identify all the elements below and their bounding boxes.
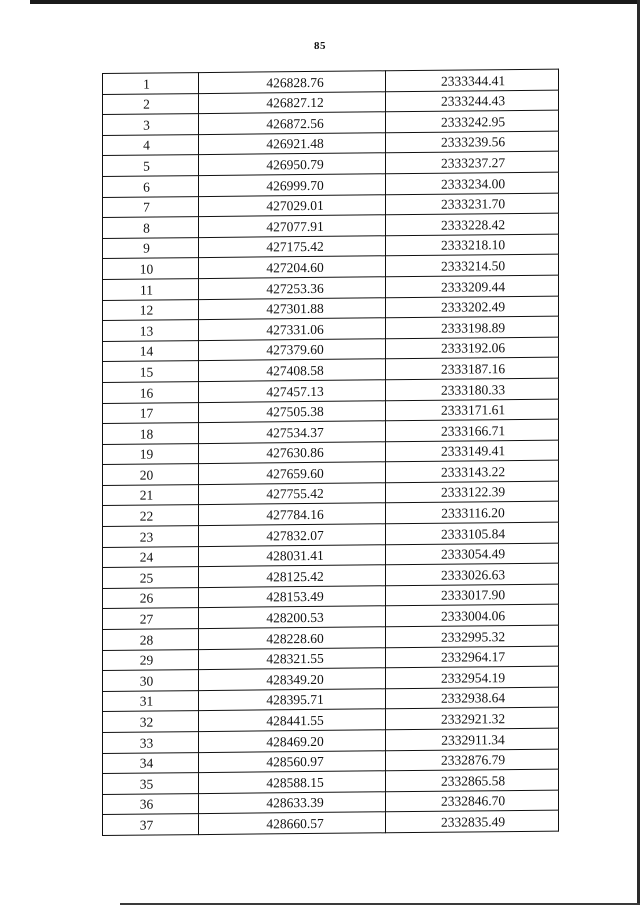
- row-number-cell: 16: [103, 381, 199, 403]
- y-coordinate-cell: 2333149.41: [386, 440, 559, 462]
- y-coordinate-cell: 2333344.41: [386, 69, 559, 91]
- x-coordinate-cell: 428441.55: [199, 709, 386, 731]
- x-coordinate-cell: 428153.49: [199, 586, 386, 608]
- x-coordinate-cell: 426950.79: [199, 153, 386, 175]
- x-coordinate-cell: 427457.13: [199, 380, 386, 402]
- row-number-cell: 18: [103, 423, 199, 445]
- row-number-cell: 19: [103, 443, 199, 465]
- x-coordinate-cell: 427029.01: [199, 194, 386, 216]
- row-number-cell: 28: [103, 629, 199, 651]
- row-number-cell: 5: [103, 155, 199, 177]
- y-coordinate-cell: 2333116.20: [386, 502, 559, 524]
- y-coordinate-cell: 2332954.19: [386, 666, 559, 688]
- x-coordinate-cell: 427331.06: [199, 318, 386, 340]
- x-coordinate-cell: 428349.20: [199, 668, 386, 690]
- x-coordinate-cell: 427253.36: [199, 277, 386, 299]
- y-coordinate-cell: 2332846.70: [386, 790, 559, 812]
- y-coordinate-cell: 2333026.63: [386, 563, 559, 585]
- y-coordinate-cell: 2332835.49: [386, 810, 559, 832]
- y-coordinate-cell: 2332964.17: [386, 646, 559, 668]
- x-coordinate-cell: 427505.38: [199, 400, 386, 422]
- x-coordinate-cell: 428560.97: [199, 750, 386, 772]
- x-coordinate-cell: 428321.55: [199, 647, 386, 669]
- x-coordinate-cell: 427630.86: [199, 441, 386, 463]
- x-coordinate-cell: 426828.76: [199, 71, 386, 93]
- row-number-cell: 13: [103, 320, 199, 342]
- y-coordinate-cell: 2333239.56: [386, 131, 559, 153]
- coordinate-table-container: [102, 69, 558, 836]
- x-coordinate-cell: 427379.60: [199, 338, 386, 360]
- x-coordinate-cell: 427832.07: [199, 524, 386, 546]
- row-number-cell: 34: [103, 752, 199, 774]
- x-coordinate-cell: 428125.42: [199, 565, 386, 587]
- x-coordinate-cell: 428588.15: [199, 771, 386, 793]
- coordinate-table: [102, 69, 559, 836]
- y-coordinate-cell: 2333198.89: [386, 316, 559, 338]
- y-coordinate-cell: 2333143.22: [386, 460, 559, 482]
- x-coordinate-cell: 427204.60: [199, 256, 386, 278]
- row-number-cell: 17: [103, 402, 199, 424]
- y-coordinate-cell: 2333228.42: [386, 213, 559, 235]
- row-number-cell: 31: [103, 690, 199, 712]
- row-number-cell: 27: [103, 608, 199, 630]
- y-coordinate-cell: 2333166.71: [386, 419, 559, 441]
- scan-edge-top: [30, 0, 640, 4]
- row-number-cell: 7: [103, 196, 199, 218]
- x-coordinate-cell: 427784.16: [199, 503, 386, 525]
- row-number-cell: 14: [103, 340, 199, 362]
- row-number-cell: 30: [103, 670, 199, 692]
- y-coordinate-cell: 2333234.00: [386, 172, 559, 194]
- row-number-cell: 35: [103, 773, 199, 795]
- row-number-cell: 9: [103, 237, 199, 259]
- y-coordinate-cell: 2333214.50: [386, 254, 559, 276]
- y-coordinate-cell: 2333231.70: [386, 193, 559, 215]
- row-number-cell: 2: [103, 93, 199, 115]
- y-coordinate-cell: 2333192.06: [386, 337, 559, 359]
- x-coordinate-cell: 426872.56: [199, 112, 386, 134]
- x-coordinate-cell: 426921.48: [199, 133, 386, 155]
- x-coordinate-cell: 427534.37: [199, 421, 386, 443]
- x-coordinate-cell: 427175.42: [199, 236, 386, 258]
- y-coordinate-cell: 2333237.27: [386, 151, 559, 173]
- x-coordinate-cell: 428633.39: [199, 792, 386, 814]
- y-coordinate-cell: 2332911.34: [386, 728, 559, 750]
- y-coordinate-cell: 2333202.49: [386, 296, 559, 318]
- row-number-cell: 22: [103, 505, 199, 527]
- table-row: [103, 810, 559, 835]
- row-number-cell: 6: [103, 176, 199, 198]
- x-coordinate-cell: 428660.57: [199, 812, 386, 834]
- y-coordinate-cell: 2332865.58: [386, 769, 559, 791]
- row-number-cell: 24: [103, 546, 199, 568]
- y-coordinate-cell: 2332995.32: [386, 625, 559, 647]
- y-coordinate-cell: 2333180.33: [386, 378, 559, 400]
- y-coordinate-cell: 2333218.10: [386, 234, 559, 256]
- x-coordinate-cell: 427077.91: [199, 215, 386, 237]
- y-coordinate-cell: 2332876.79: [386, 749, 559, 771]
- x-coordinate-cell: 427755.42: [199, 483, 386, 505]
- y-coordinate-cell: 2333171.61: [386, 399, 559, 421]
- x-coordinate-cell: 428031.41: [199, 544, 386, 566]
- x-coordinate-cell: 428200.53: [199, 606, 386, 628]
- row-number-cell: 36: [103, 793, 199, 815]
- page-number: 85: [314, 40, 326, 52]
- x-coordinate-cell: 427408.58: [199, 359, 386, 381]
- y-coordinate-cell: 2333004.06: [386, 605, 559, 627]
- x-coordinate-cell: 426827.12: [199, 91, 386, 113]
- y-coordinate-cell: 2332938.64: [386, 687, 559, 709]
- row-number-cell: 23: [103, 526, 199, 548]
- x-coordinate-cell: 427659.60: [199, 462, 386, 484]
- y-coordinate-cell: 2333209.44: [386, 275, 559, 297]
- row-number-cell: 21: [103, 484, 199, 506]
- y-coordinate-cell: 2333187.16: [386, 357, 559, 379]
- coordinate-table-body: [103, 69, 559, 835]
- row-number-cell: 4: [103, 134, 199, 156]
- row-number-cell: 3: [103, 114, 199, 136]
- row-number-cell: 11: [103, 279, 199, 301]
- x-coordinate-cell: 426999.70: [199, 174, 386, 196]
- x-coordinate-cell: 427301.88: [199, 297, 386, 319]
- row-number-cell: 20: [103, 464, 199, 486]
- x-coordinate-cell: 428469.20: [199, 730, 386, 752]
- y-coordinate-cell: 2333054.49: [386, 543, 559, 565]
- row-number-cell: 1: [103, 73, 199, 95]
- row-number-cell: 10: [103, 258, 199, 280]
- row-number-cell: 12: [103, 299, 199, 321]
- y-coordinate-cell: 2333242.95: [386, 110, 559, 132]
- row-number-cell: 8: [103, 217, 199, 239]
- y-coordinate-cell: 2332921.32: [386, 708, 559, 730]
- y-coordinate-cell: 2333122.39: [386, 481, 559, 503]
- y-coordinate-cell: 2333244.43: [386, 90, 559, 112]
- row-number-cell: 29: [103, 649, 199, 671]
- y-coordinate-cell: 2333017.90: [386, 584, 559, 606]
- y-coordinate-cell: 2333105.84: [386, 522, 559, 544]
- row-number-cell: 15: [103, 361, 199, 383]
- x-coordinate-cell: 428228.60: [199, 627, 386, 649]
- row-number-cell: 32: [103, 711, 199, 733]
- x-coordinate-cell: 428395.71: [199, 689, 386, 711]
- row-number-cell: 33: [103, 732, 199, 754]
- row-number-cell: 25: [103, 567, 199, 589]
- row-number-cell: 26: [103, 587, 199, 609]
- row-number-cell: 37: [103, 814, 199, 836]
